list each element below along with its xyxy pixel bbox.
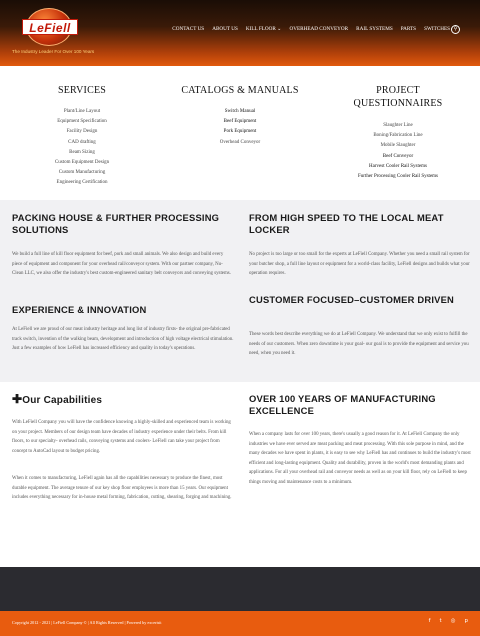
instagram-icon[interactable]: ◎	[450, 618, 456, 624]
nav-parts[interactable]: PARTS	[400, 26, 417, 32]
questionnaires-list	[338, 121, 458, 182]
services-column	[22, 84, 142, 189]
catalogs-list	[170, 107, 310, 148]
services-list	[22, 107, 142, 189]
services-link[interactable]: Engineering Certification	[56, 180, 108, 186]
services-link[interactable]: Plant/Line Layout	[63, 109, 101, 114]
questionnaire-link[interactable]: Beef Conveyor	[382, 153, 414, 159]
nav-kill-floor[interactable]	[246, 26, 282, 32]
questionnaire-link[interactable]: Mobile Slaughter	[380, 143, 416, 149]
years-title: OVER 100 YEARS OF MANUFACTURING EXCELLENCE	[249, 393, 436, 416]
highspeed-title: FROM HIGH SPEED TO THE LOCAL MEAT LOCKER	[249, 212, 444, 235]
questionnaires-title	[338, 84, 458, 110]
questionnaires-title-line1: PROJECT	[376, 85, 420, 96]
tagline: The Industry Leader For Over 100 Years	[12, 49, 95, 54]
footer-widgets	[0, 567, 480, 611]
footer-bar	[0, 611, 480, 636]
highspeed-body: No project is too large or too small for the experts at LeFiell Company. Whether you need a small rail system for your butcher shop, a full line layout or equipment for a world-class facility, LeFiell designs and builds what your operation requires.	[249, 252, 470, 277]
packing-title: PACKING HOUSE & FURTHER PROCESSING SOLUTIONS	[12, 212, 220, 235]
services-title: SERVICES	[57, 85, 107, 96]
customer-body: These words best describe everything we do at LeFiell Company. We understand that we only exist to fulfill the needs of our customers. When zero downtime is your goal- our goal is to provide the equipment and service you need, when you need it.	[249, 332, 469, 357]
services-link[interactable]: Beam Sizing	[69, 149, 95, 155]
questionnaire-link[interactable]: Slaughter Line	[383, 123, 413, 128]
catalog-link[interactable]: Switch Manual	[224, 109, 256, 114]
questionnaires-title-line2: QUESTIONNAIRES	[353, 98, 443, 109]
services-link[interactable]: Custom Equipment Design	[54, 160, 110, 166]
main-nav	[172, 26, 450, 32]
nav-rail-systems[interactable]: RAIL SYSTEMS	[356, 26, 393, 32]
twitter-icon[interactable]: t	[439, 618, 442, 624]
services-link[interactable]: CAD drafting	[68, 139, 96, 145]
logo[interactable]	[22, 8, 78, 46]
nav-kill-floor-label: KILL FLOOR	[245, 26, 276, 32]
packing-body: We build a full line of kill floor equipment for beef, pork and small animals. We also design and build every piece of equipment and component for your overhead rail/conveyor system. With our partner company, Nu-Clean LLC, we also offer the industry's best custom-engineered sanitary belt conveyors and conveying systems.	[12, 252, 231, 277]
search-icon[interactable]: ⚲	[451, 25, 460, 34]
catalog-link[interactable]: Beef Equipment	[223, 119, 257, 125]
questionnaire-link[interactable]: Further Processing Cooler Rail Systems	[358, 174, 438, 180]
experience-body: At LeFiell we are proud of our meat industry heritage and long list of industry firsts- the original pre-fabricated track switch, invention of the walking beam, development and introduction of high voltage electrical stimulation. Just a few examples of how LeFiell has increased efficiency and quality in today's operations.	[12, 327, 234, 352]
experience-title: EXPERIENCE & INNOVATION	[12, 304, 147, 315]
catalogs-title: CATALOGS & MANUALS	[181, 85, 299, 96]
customer-title: CUSTOMER FOCUSED–CUSTOMER DRIVEN	[249, 294, 455, 305]
catalog-link[interactable]: Pork Equipment	[223, 129, 257, 135]
capabilities-title: Our Capabilities	[22, 395, 103, 406]
capabilities-body-1: With LeFiell Company you will have the confidence knowing a highly-skilled and experienced team is working on your project. Members of our design team have decades of industry experience under their belts. From kill floors, to our specialty- overhead rails, conveying systems and coolers- LeFiell can take your project from concept to AutoCad layout to budget pricing.	[12, 420, 231, 454]
capabilities-heading	[12, 393, 232, 407]
services-link[interactable]: Custom Manufacturing	[58, 170, 106, 176]
nav-about-us[interactable]: ABOUT US	[212, 26, 238, 32]
nav-switches[interactable]: SWITCHES	[424, 26, 450, 32]
nav-contact-us[interactable]: CONTACT US	[172, 26, 205, 32]
services-link[interactable]: Facility Design	[66, 129, 98, 135]
catalog-link[interactable]: Overhead Conveyor	[219, 139, 261, 145]
plus-icon: ✚	[12, 392, 23, 406]
questionnaires-column	[338, 84, 458, 182]
logo-text: LeFiell	[22, 19, 78, 35]
social-links	[429, 618, 468, 624]
facebook-icon[interactable]: f	[428, 618, 431, 624]
chevron-down-icon: ⌄	[277, 26, 282, 32]
services-link[interactable]: Equipment Specification	[57, 119, 107, 125]
site-header	[0, 0, 480, 66]
questionnaire-link[interactable]: Harvest Cooler Rail Systems	[369, 163, 427, 169]
years-body: When a company lasts for over 100 years, there's usually a good reason for it. At LeFiell Company the only industries we have ever served are meat packing and meat processing. With this sole purpose in mind, and the many decades we have spent in plants, it is easy to see why LeFiell has and continues to build the industry's most efficient and long-lasting equipment. Quality and durability, proven in the world's most demanding plants and applications. For all your overhead rail and conveyor needs as well as on your kill floor, rely on LeFiell to keep things moving and maintenance costs to a minimum.	[249, 432, 471, 485]
catalogs-column	[170, 84, 310, 148]
copyright-text: Copyright 2012 - 2021 | LeFiell Company © | All Rights Reserved | Powered by excerisit	[12, 620, 162, 625]
capabilities-body-2: When it comes to manufacturing, LeFiell again has all the capabilities necessary to produce the finest, most durable equipment. The average tenure of our key shop floor employees is more than 15 years. Our equipment includes everything necessary for in-house metal forming, fabrication, cutting, shearing, forging and machining.	[12, 476, 232, 501]
questionnaire-link[interactable]: Boning/Fabrication Line	[373, 133, 423, 139]
pinterest-icon[interactable]: p	[464, 618, 468, 624]
nav-overhead-conveyor[interactable]: OVERHEAD CONVEYOR	[289, 26, 349, 32]
